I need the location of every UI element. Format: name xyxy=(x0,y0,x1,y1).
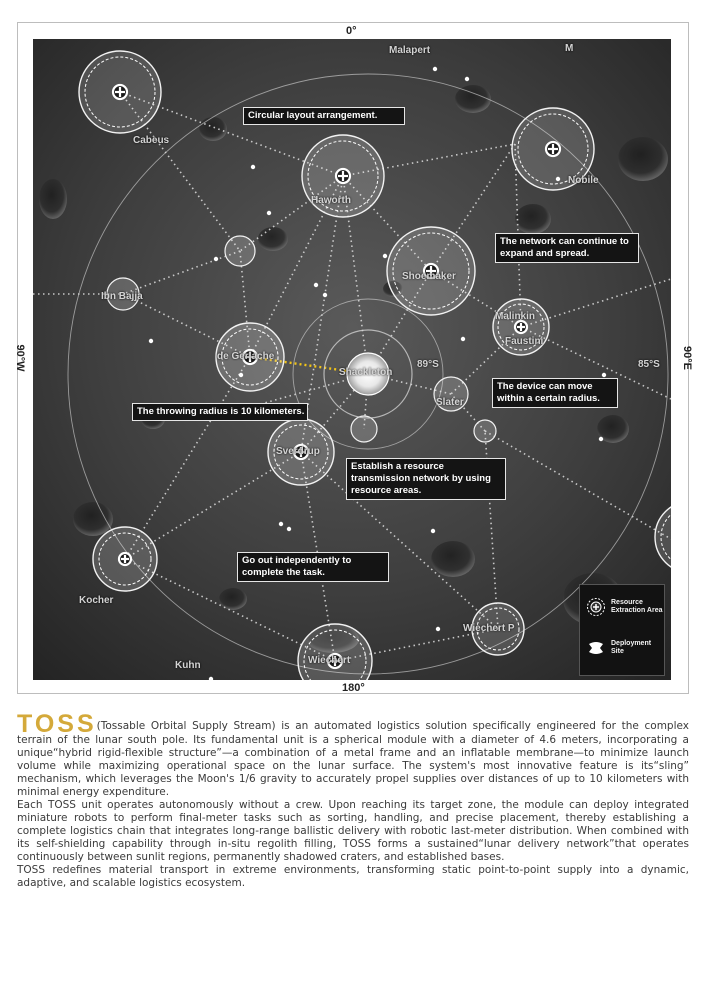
callout-device-radius xyxy=(492,378,618,408)
description-p1: (Tossable Orbital Supply Stream) is an automated logistics solution specifically engineered for the complex terrain of the lunar south pole. Its fundamental unit is a spherical module with a diameter of 4.6 meters, incorporating a unique“hybrid rigid-flexible structure”—a combination of a metal frame and an inflatable membrane—to minimize launch volume while maximizing operational space on the lunar surface. The system's most innovative feature is its“sling” mechanism, which leverages the Moon's 1/6 gravity to accurately propel supplies over distances of up to 10 kilometers with minimal energy expenditure. xyxy=(17,720,689,798)
crater-label-shackleton: Shackleton xyxy=(339,367,393,378)
callout-resource-network xyxy=(346,458,506,500)
callout-throwing-radius: The throwing radius is 10 kilometers. xyxy=(132,403,308,421)
crater-label-faustini: Faustini xyxy=(505,336,544,347)
crater-label-haworth: Haworth xyxy=(311,195,351,206)
description-paragraph-2: Each TOSS unit operates autonomously without a crew. Upon reaching its target zone, the module can deploy integrated miniature robots to perform final-meter tasks such as sorting, handling, and precise placement, thereby establishing a complete logistics chain that integrates long-range ballistic delivery with robotic last-meter distribution. When combined with its self-shielding capability through in-situ regolith filling, TOSS forms a sustained“lunar delivery network”that operates continuously between sunlit regions, permanently shadowed craters, and established bases. xyxy=(17,799,689,863)
legend-deployment-label: Deployment Site xyxy=(611,639,652,655)
crater-label-wiechert-p: Wiechert P xyxy=(463,623,515,634)
compass-top: 0° xyxy=(346,25,357,37)
legend-deployment-row xyxy=(586,638,663,658)
crater-label-kocher: Kocher xyxy=(79,595,114,606)
crater-label-kuhn: Kuhn xyxy=(175,660,201,671)
toss-title: TOSS xyxy=(17,710,97,738)
legend-resource-label: Resource Extraction Area xyxy=(611,598,663,614)
deployment-site-icon xyxy=(586,638,606,658)
description-paragraph-3: TOSS redefines material transport in extreme environments, transforming static point-to-point supply into a dynamic, adaptive, and scalable logistics ecosystem. xyxy=(17,864,689,889)
compass-bottom: 180° xyxy=(342,682,365,694)
crater-label-shoemaker: Shoemaker xyxy=(402,271,456,282)
callout-goout-text: Go out independently to complete the task. xyxy=(242,555,352,578)
callout-device-text: The device can move within a certain radius. xyxy=(497,381,600,404)
latitude-label-89s: 89°S xyxy=(417,359,439,370)
crater-label-de-gerlache: de Gerlache xyxy=(217,351,275,362)
compass-right: 90°E xyxy=(681,346,693,370)
crater-label-sverdrup: Sverdrup xyxy=(276,446,320,457)
description-text xyxy=(17,710,689,890)
latitude-label-85s: 85°S xyxy=(638,359,660,370)
crater-label-ibn-bajja: Ibn Bajja xyxy=(101,291,143,302)
crater-label-malapert: Malapert xyxy=(389,45,431,56)
crater-label-m: M xyxy=(565,43,574,54)
crater-label-malinkin: Malinkin xyxy=(495,311,536,322)
callout-go-out xyxy=(237,552,389,582)
callout-circular-layout: Circular layout arrangement. xyxy=(243,107,405,125)
crater-label-nobile: Nobile xyxy=(568,175,599,186)
callout-network-text: The network can continue to expand and spread. xyxy=(500,236,629,259)
resource-area-icon xyxy=(586,597,606,617)
map-legend xyxy=(579,584,665,676)
callout-establish-text: Establish a resource transmission network by using resource areas. xyxy=(351,461,491,496)
crater-label-slater: Slater xyxy=(436,397,464,408)
map-svg xyxy=(33,39,671,680)
crater-label-wiechert: Wiechert xyxy=(308,655,351,666)
compass-left: 90°W xyxy=(14,344,26,372)
callout-network-expand xyxy=(495,233,639,263)
description-paragraph-1 xyxy=(17,710,689,799)
legend-resource-row xyxy=(586,597,663,617)
crater-label-cabeus: Cabeus xyxy=(133,135,170,146)
lunar-map xyxy=(33,39,671,680)
